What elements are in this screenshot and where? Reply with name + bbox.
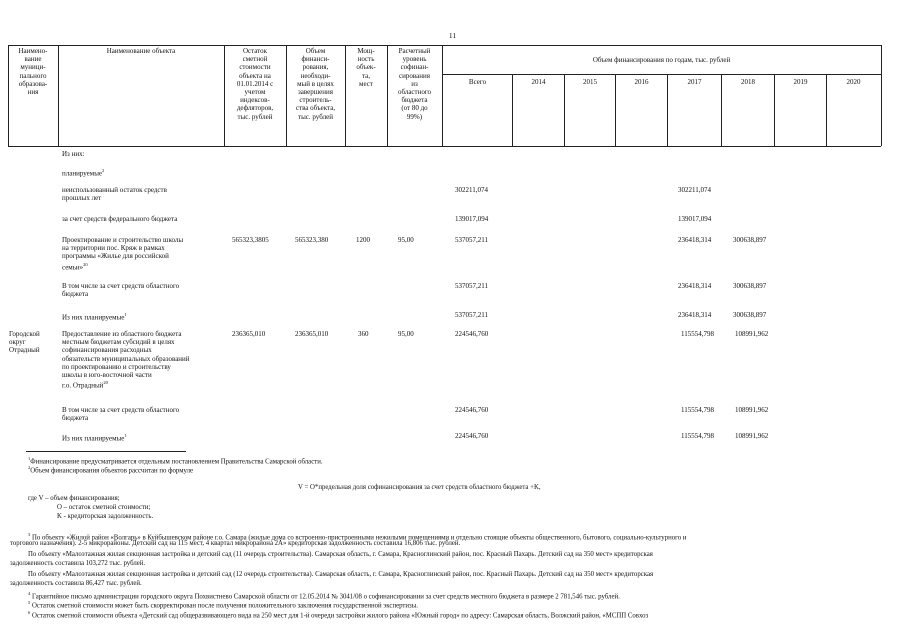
footnote-3e: По объекту «Малоэтажная жилая секционная застройка и детский сад (12 очередь строительства). Самарская область, г. Самара, Красноглинский район, пос. Красный Пахарь. Детский сад на 350 мест» кредиторская (28, 571, 654, 578)
header-object: Наименование объекта (106, 47, 176, 55)
header-cofinancing-rate: Расчетный уровень софинан- сирования из областного бюджета (от 80 до 99%) (397, 47, 432, 121)
row-otradny-need: 236365,010 (295, 330, 329, 338)
row-school-kryazh-label: Проектирование и строительство школы на территории пос. Кряж в рамках программы «Жилье для российской семьи»$^{20}$ (62, 236, 184, 271)
footnote-1: $^1$Финансирование предусматривается отдельным постановлением Правительства Самарской области. (28, 456, 323, 466)
row-federal-2017: 139017,094 (678, 215, 712, 223)
row-kryazh-regional-label: В том числе за счет средств областного бюджета (62, 282, 180, 299)
header-remaining-cost: Остаток сметной стоимости объекта на 01.01.2014 с учетом индексов- дефляторов, тыс. рублей (236, 47, 274, 121)
row-otradny-2018: 108991,962 (735, 330, 769, 338)
header-year-2020: 2020 (846, 78, 861, 86)
footnote-4: $^4$ Гарантийное письмо администрации городского округа Похвистнево Самарской области от 12.05.2014 № 3041/08 о софинансировании за счет средств местного бюджета в размере 2 781,546 тыс. рублей. (28, 591, 620, 601)
row-otradny-regional-total: 224546,760 (455, 406, 489, 414)
row-unused-balance-total: 302211,074 (455, 186, 488, 194)
footnote-2: $^2$Объем финансирования объектов рассчитан по формуле (28, 465, 194, 475)
row-otradny-planned-total: 224546,760 (455, 432, 489, 440)
row-school-kryazh-cost: 565323,3805 (232, 236, 269, 244)
header-year-2017: 2017 (687, 78, 702, 86)
header-capacity: Мощ- ность объек- та, мест (356, 47, 376, 88)
row-kryazh-planned-2017: 236418,314 (678, 311, 712, 319)
row-kryazh-regional-2017: 236418,314 (678, 282, 712, 290)
row-otradny-regional-2018: 108991,962 (735, 406, 769, 414)
footnote-6: $^6$ Остаток сметной стоимости объекта «Детский сад общеразвивающего вида на 250 мест для 1-й очереди застройки жилого района «Южный город» по адресу: Самарская область, Волжский район, «МСПП Совхоз (28, 610, 649, 620)
header-funding-needed: Объем финанси- рования, необходи- мый в целях завершения строитель- ства объекта, тыс. рублей (295, 47, 336, 121)
row-kryazh-planned-total: 537057,211 (455, 311, 488, 319)
page-number: 11 (448, 31, 457, 40)
row-of-them-label: Из них: (62, 150, 85, 158)
row-otradny-municipality: Городской округ Отрадный (9, 330, 40, 355)
footnote-where-o: O – остаток сметной стоимости; (57, 504, 151, 511)
footnote-3f: задолженность составила 86,427 тыс. рублей. (10, 580, 142, 587)
header-funding-by-year: Объем финансирования по годам, тыс. рублей (592, 56, 731, 64)
row-otradny-total: 224546,760 (455, 330, 489, 338)
header-year-2016: 2016 (634, 78, 649, 86)
row-school-kryazh-capacity: 1200 (356, 236, 370, 244)
header-year-2015: 2015 (583, 78, 597, 86)
header-year-2018: 2018 (741, 78, 755, 86)
row-otradny-cost: 236365,010 (232, 330, 266, 338)
header-year-total: Всего (468, 78, 487, 86)
footnote-5: $^5$ Остаток сметной стоимости может быть скорректирован после получения положительного заключения государственной экспертизы. (28, 600, 418, 610)
footnote-3c: По объекту «Малоэтажная жилая секционная застройка и детский сад (11 очередь строительства). Самарская область, г. Самара, Красноглинский район, пос. Красный Пахарь. Детский сад на 350 мест» кредиторская (28, 551, 653, 558)
footnote-where-k: K - кредиторская задолженность. (57, 513, 154, 520)
row-otradny-2017: 115554,798 (681, 330, 714, 338)
row-federal-label: за счет средств федерального бюджета (62, 215, 178, 223)
footnote-separator (26, 451, 186, 452)
footnote-formula: V = O*предельная доля софинансирования за счет средств областного бюджета +K, (298, 484, 541, 491)
row-kryazh-regional-total: 537057,211 (455, 282, 488, 290)
row-school-kryazh-2017: 236418,314 (678, 236, 712, 244)
header-year-2014: 2014 (531, 78, 546, 86)
row-school-kryazh-2018: 300638,897 (733, 236, 767, 244)
footnote-3a: $^3$ По объекту «Жилой район «Волгарь» в Куйбышевском районе г.о. Самара (жилые дома со встроенно-пристроенными нежилыми помещениями и отдельно стоящие объекты общественного, бытового, социально-культурного и (28, 532, 687, 542)
row-otradny-regional-label: В том числе за счет средств областного бюджета (62, 406, 180, 423)
row-school-kryazh-total: 537057,211 (455, 236, 488, 244)
row-unused-balance-2017: 302211,074 (678, 186, 711, 194)
row-kryazh-regional-2018: 300638,897 (733, 282, 767, 290)
footnote-where-v: где V – объем финансирования; (28, 495, 120, 502)
footnote-3b: торгового назначения). 2-5 микрорайоны. Детский сад на 115 мест, 4 квартал микрорайона 2А» кредиторская задолженность составила 16,806 тыс. рублей. (10, 540, 461, 547)
row-kryazh-planned-label: Из них планируемые$^1$ (62, 312, 127, 322)
header-year-2019: 2019 (793, 78, 808, 86)
row-otradny-school-label: Предоставление из областного бюджета местным бюджетам субсидий в целях софинансирования расходных обязательств муниципальных образований по проектированию и строительству школы в юго-восточной части г.о. Отрадный$^{20}$ (62, 330, 190, 390)
row-otradny-planned-label: Из них планируемые$^1$ (62, 433, 127, 443)
row-federal-total: 139017,094 (455, 215, 489, 223)
row-otradny-rate: 95,00 (398, 330, 414, 338)
row-unused-balance-label: неиспользованный остаток средств прошлых лет (62, 186, 167, 203)
row-school-kryazh-rate: 95,00 (398, 236, 414, 244)
row-school-kryazh-need: 565323,380 (295, 236, 329, 244)
header-municipality: Наимено- вание муници- пального образова- ния (18, 47, 48, 97)
row-otradny-capacity: 360 (358, 330, 369, 338)
row-otradny-planned-2018: 108991,962 (735, 432, 769, 440)
row-kryazh-planned-2018: 300638,897 (733, 311, 767, 319)
row-otradny-planned-2017: 115554,798 (681, 432, 714, 440)
footnote-3d: задолженность составила 103,272 тыс. рублей. (10, 560, 146, 567)
row-planned-label: планируемые$^2$ (62, 168, 105, 178)
row-otradny-regional-2017: 115554,798 (681, 406, 714, 414)
